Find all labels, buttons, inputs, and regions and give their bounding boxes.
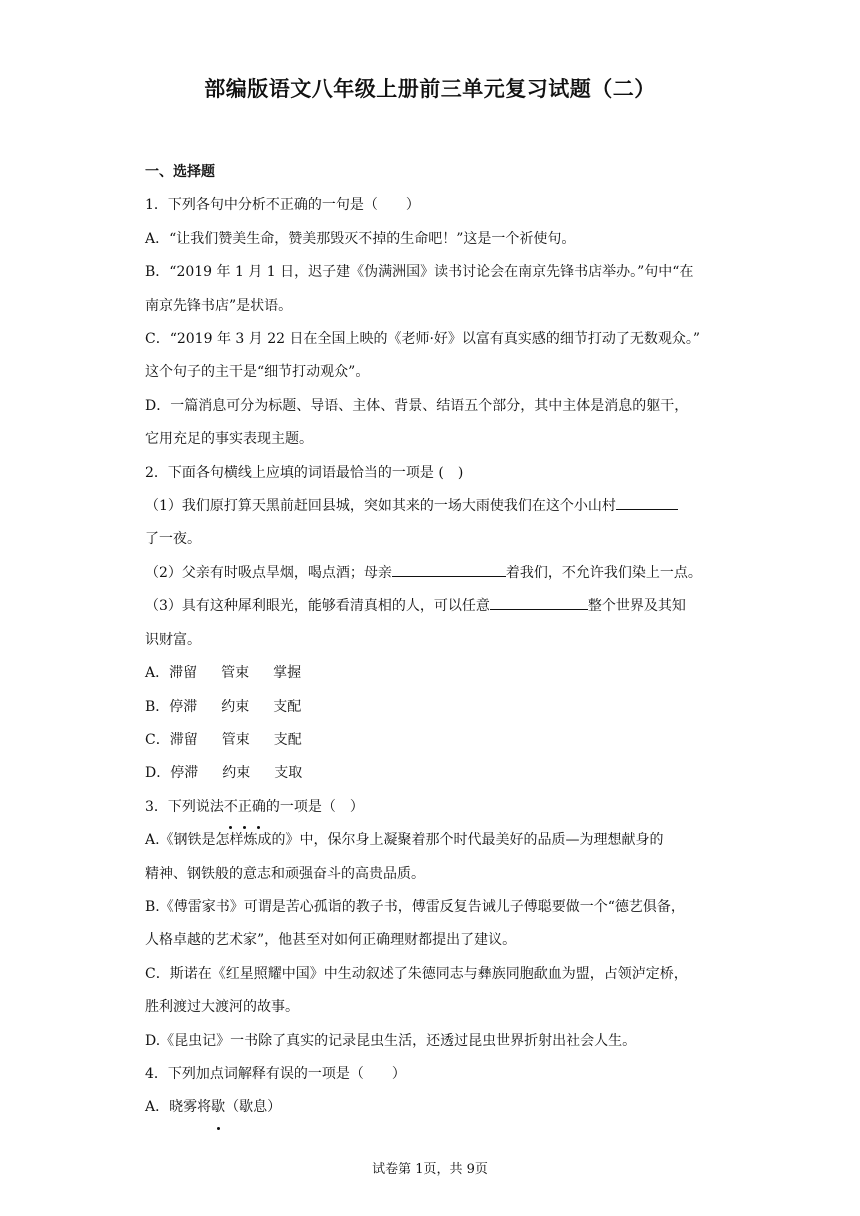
question-2-option-b — [145, 691, 717, 724]
option-label: A． — [145, 665, 170, 682]
question-1-option-a: A．“让我们赞美生命，赞美那毁灭不掉的生命吧！”这是一个祈使句。 — [145, 230, 576, 247]
option-word: 停滞 — [170, 765, 199, 782]
fill-blank — [490, 592, 588, 610]
page-title: 部编版语文八年级上册前三单元复习试题（二） — [204, 77, 656, 101]
sentence-text: 着我们，不允许我们染上一点。 — [505, 564, 702, 581]
option-text: A．晓雾将 — [145, 1099, 212, 1116]
question-1-option-d: D．一篇消息可分为标题、导语、主体、背景、结语五个部分，其中主体是消息的躯干， — [145, 397, 689, 414]
stem-text: 3．下列说法 — [145, 798, 224, 815]
question-2-option-d — [145, 757, 717, 790]
question-4-option-a — [145, 1091, 717, 1124]
emphasis-char: 确 — [252, 791, 266, 824]
fill-blank — [392, 559, 506, 577]
question-3-option-b: B.《傅雷家书》可谓是苦心孤诣的教子书，傅雷反复告诫儿子傅聪要做一个“德艺俱备， — [145, 898, 685, 915]
option-label: C． — [145, 731, 170, 748]
question-3-option-c-cont: 胜利渡过大渡河的故事。 — [145, 999, 299, 1016]
section-heading: 一、选择题 — [145, 164, 215, 180]
question-1-option-c-cont: 这个句子的主干是“细节打动观众”。 — [145, 364, 370, 381]
option-word: 支配 — [273, 731, 302, 748]
option-word: 管束 — [221, 731, 250, 748]
question-2-sentence-2 — [145, 557, 717, 590]
sentence-text: 整个世界及其知 — [587, 598, 686, 615]
question-3-option-a-cont: 精神、钢铁般的意志和顽强奋斗的高贵品质。 — [145, 865, 425, 882]
option-word: 滞留 — [169, 665, 198, 682]
emphasis-char: 不 — [224, 791, 238, 824]
question-1-option-c: C．“2019 年 3 月 22 日在全国上映的《老师·好》以富有真实感的细节打动了无数观众。” — [145, 331, 701, 348]
option-text: （歇息） — [225, 1099, 282, 1116]
sentence-text: （1）我们原打算天黑前赶回县城，突如其来的一场大雨使我们在这个小山村 — [145, 498, 616, 515]
option-word: 支取 — [274, 765, 303, 782]
option-word: 约束 — [222, 765, 251, 782]
question-3-option-c: C．斯诺在《红星照耀中国》中生动叙述了朱德同志与彝族同胞歃血为盟，占领泸定桥， — [145, 965, 688, 982]
fill-blank — [616, 492, 678, 510]
option-label: D． — [145, 765, 171, 782]
emphasis-char: 正 — [238, 791, 252, 824]
exam-content — [145, 156, 717, 1125]
question-2-option-c — [145, 724, 717, 757]
question-3-option-b-cont: 人格卓越的艺术家”，他甚至对如何正确理财都提出了建议。 — [145, 932, 517, 949]
question-1-option-b: B．“2019 年 1 月 1 日，迟子建《伪满洲国》读书讨论会在南京先锋书店举办。”句中“在 — [145, 264, 694, 281]
question-2-sentence-3-cont: 识财富。 — [145, 631, 201, 648]
question-2-sentence-1-cont: 了一夜。 — [145, 531, 201, 548]
page-footer: 试卷第 1页，共 9页 — [372, 1162, 488, 1177]
sentence-text: （3）具有这种犀利眼光，能够看清真相的人，可以任意 — [145, 598, 490, 615]
question-2-stem: 2．下面各句横线上应填的词语最恰当的一项是 ( ) — [145, 464, 464, 481]
option-word: 掌握 — [273, 665, 302, 682]
option-word: 支配 — [273, 698, 302, 715]
sentence-text: （2）父亲有时吸点旱烟，喝点酒；母亲 — [145, 564, 392, 581]
question-3-option-d: D.《昆虫记》一书除了真实的记录昆虫生活，还透过昆虫世界折射出社会人生。 — [145, 1032, 637, 1049]
question-2-option-a — [145, 657, 717, 690]
question-3-stem — [145, 791, 717, 824]
question-1-option-d-cont: 它用充足的事实表现主题。 — [145, 431, 313, 448]
question-4-stem: 4．下列加点词解释有误的一项是（ ） — [145, 1065, 406, 1082]
question-1-option-b-cont: 南京先锋书店”是状语。 — [145, 297, 293, 314]
option-word: 停滞 — [169, 698, 198, 715]
option-label: B． — [145, 698, 170, 715]
option-word: 约束 — [221, 698, 250, 715]
option-word: 管束 — [221, 665, 250, 682]
emphasis-char: 歇 — [211, 1091, 225, 1124]
question-1-stem: 1．下列各句中分析不正确的一句是（ ） — [145, 197, 420, 214]
question-2-sentence-3 — [145, 590, 717, 623]
option-word: 滞留 — [169, 731, 198, 748]
question-3-option-a: A.《钢铁是怎样炼成的》中，保尔身上凝聚着那个时代最美好的品质—为理想献身的 — [145, 832, 664, 849]
stem-text: 的一项是（ ） — [265, 798, 364, 815]
question-2-sentence-1 — [145, 490, 717, 523]
